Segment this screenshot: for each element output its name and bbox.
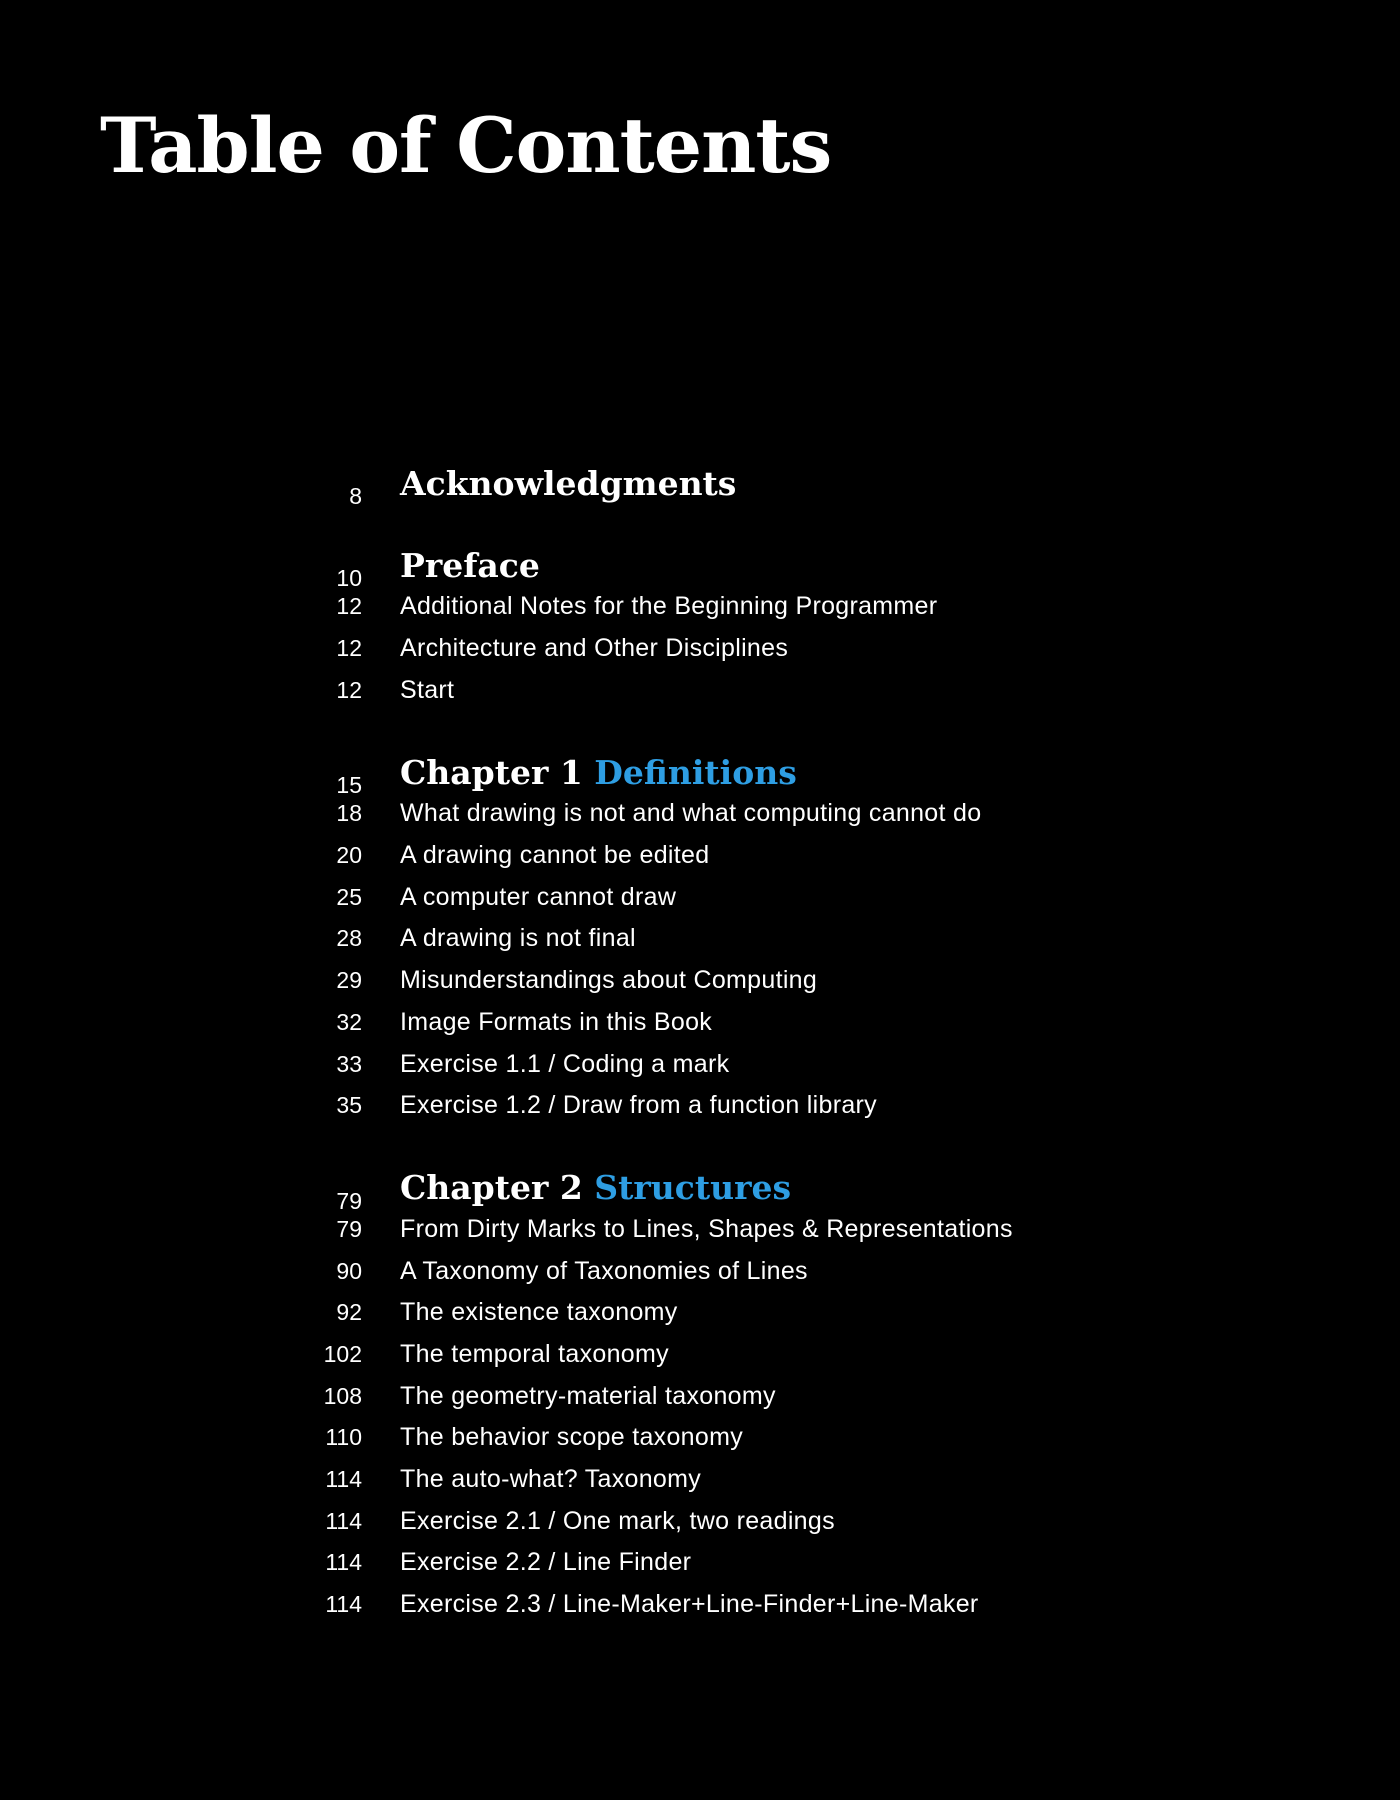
- toc-entry[interactable]: [0, 1002, 1400, 1044]
- toc-heading-preface[interactable]: [0, 544, 1400, 591]
- entry-label: Exercise 2.3 / Line-Maker+Line-Finder+Line-Maker: [400, 1590, 979, 1619]
- entry-label: The temporal taxonomy: [400, 1339, 669, 1368]
- page-number: 108: [323, 1382, 362, 1409]
- heading-label: [400, 464, 736, 503]
- toc-heading-acknowledgments[interactable]: [0, 462, 1400, 509]
- page-number: 79: [336, 1187, 362, 1214]
- heading-accent: Definitions: [594, 752, 797, 792]
- entry-label: The geometry-material taxonomy: [400, 1381, 776, 1410]
- entry-label: Additional Notes for the Beginning Programmer: [400, 592, 938, 621]
- toc-entry[interactable]: [0, 1542, 1400, 1584]
- heading-text: Preface: [400, 545, 540, 585]
- page-number: 29: [336, 967, 362, 994]
- toc-entry[interactable]: [0, 1250, 1400, 1292]
- page-title: Table of Contents: [100, 101, 832, 190]
- toc-entry[interactable]: [0, 1334, 1400, 1376]
- heading-label: [400, 546, 540, 585]
- page-number: 12: [336, 593, 362, 620]
- toc-entry[interactable]: [0, 1085, 1400, 1127]
- page-number: 102: [323, 1340, 362, 1367]
- toc-entry[interactable]: [0, 835, 1400, 877]
- page-number: 114: [325, 1507, 362, 1534]
- entry-label: Exercise 2.1 / One mark, two readings: [400, 1506, 835, 1535]
- page-number: 35: [336, 1092, 362, 1119]
- toc-heading-chapter-1[interactable]: [0, 751, 1400, 799]
- entry-label: Architecture and Other Disciplines: [400, 634, 789, 663]
- entry-label: What drawing is not and what computing cannot do: [400, 799, 982, 828]
- entry-label: A drawing cannot be edited: [400, 841, 710, 870]
- toc-entry[interactable]: [0, 793, 1400, 835]
- entry-label: From Dirty Marks to Lines, Shapes & Representations: [400, 1214, 1013, 1243]
- heading-label: [400, 753, 797, 792]
- entry-label: The existence taxonomy: [400, 1298, 678, 1327]
- toc-entry[interactable]: [0, 628, 1400, 670]
- heading-accent: Structures: [594, 1168, 792, 1208]
- heading-text: Chapter 1: [400, 752, 595, 792]
- entry-label: Image Formats in this Book: [400, 1007, 713, 1036]
- entry-label: A drawing is not final: [400, 924, 636, 953]
- toc-entry[interactable]: [0, 1209, 1400, 1251]
- toc-entry[interactable]: [0, 1417, 1400, 1459]
- page-number: 10: [336, 565, 362, 591]
- table-of-contents: [0, 462, 1400, 1625]
- page-number: 110: [325, 1424, 362, 1451]
- page-number: 12: [336, 676, 362, 703]
- page-number: 92: [336, 1299, 362, 1326]
- heading-text: Chapter 2: [400, 1168, 595, 1208]
- page-number: 90: [336, 1257, 362, 1284]
- entry-label: Exercise 1.1 / Coding a mark: [400, 1049, 730, 1078]
- toc-entry[interactable]: [0, 669, 1400, 711]
- entry-label: Start: [400, 675, 455, 704]
- heading-label: [400, 1168, 791, 1207]
- page-number: 25: [336, 883, 362, 910]
- entry-label: Exercise 2.2 / Line Finder: [400, 1548, 692, 1577]
- entry-label: A computer cannot draw: [400, 882, 677, 911]
- toc-entry[interactable]: [0, 1375, 1400, 1417]
- entry-label: Misunderstandings about Computing: [400, 966, 818, 995]
- entry-label: Exercise 1.2 / Draw from a function library: [400, 1091, 877, 1120]
- toc-entry[interactable]: [0, 1584, 1400, 1626]
- page-number: 15: [336, 772, 362, 799]
- page-number: 20: [336, 842, 362, 869]
- toc-entry[interactable]: [0, 876, 1400, 918]
- toc-entry[interactable]: [0, 918, 1400, 960]
- toc-entry[interactable]: [0, 960, 1400, 1002]
- toc-entry[interactable]: [0, 1292, 1400, 1334]
- page-number: 32: [336, 1008, 362, 1035]
- toc-entry[interactable]: [0, 1500, 1400, 1542]
- page-number: 8: [349, 483, 362, 509]
- page-number: 114: [325, 1591, 362, 1618]
- page-number: 114: [325, 1466, 362, 1493]
- entry-label: The auto-what? Taxonomy: [400, 1465, 702, 1494]
- page-number: 79: [336, 1215, 362, 1242]
- page-number: 28: [336, 925, 362, 952]
- page-number: 12: [336, 635, 362, 662]
- entry-label: The behavior scope taxonomy: [400, 1423, 744, 1452]
- page-number: 18: [336, 800, 362, 827]
- heading-text: Acknowledgments: [400, 463, 737, 503]
- toc-entry[interactable]: [0, 586, 1400, 628]
- page-number: 33: [336, 1050, 362, 1077]
- toc-entry[interactable]: [0, 1459, 1400, 1501]
- toc-entry[interactable]: [0, 1043, 1400, 1085]
- page-number: 114: [325, 1549, 362, 1576]
- entry-label: A Taxonomy of Taxonomies of Lines: [400, 1256, 808, 1285]
- toc-heading-chapter-2[interactable]: [0, 1167, 1400, 1214]
